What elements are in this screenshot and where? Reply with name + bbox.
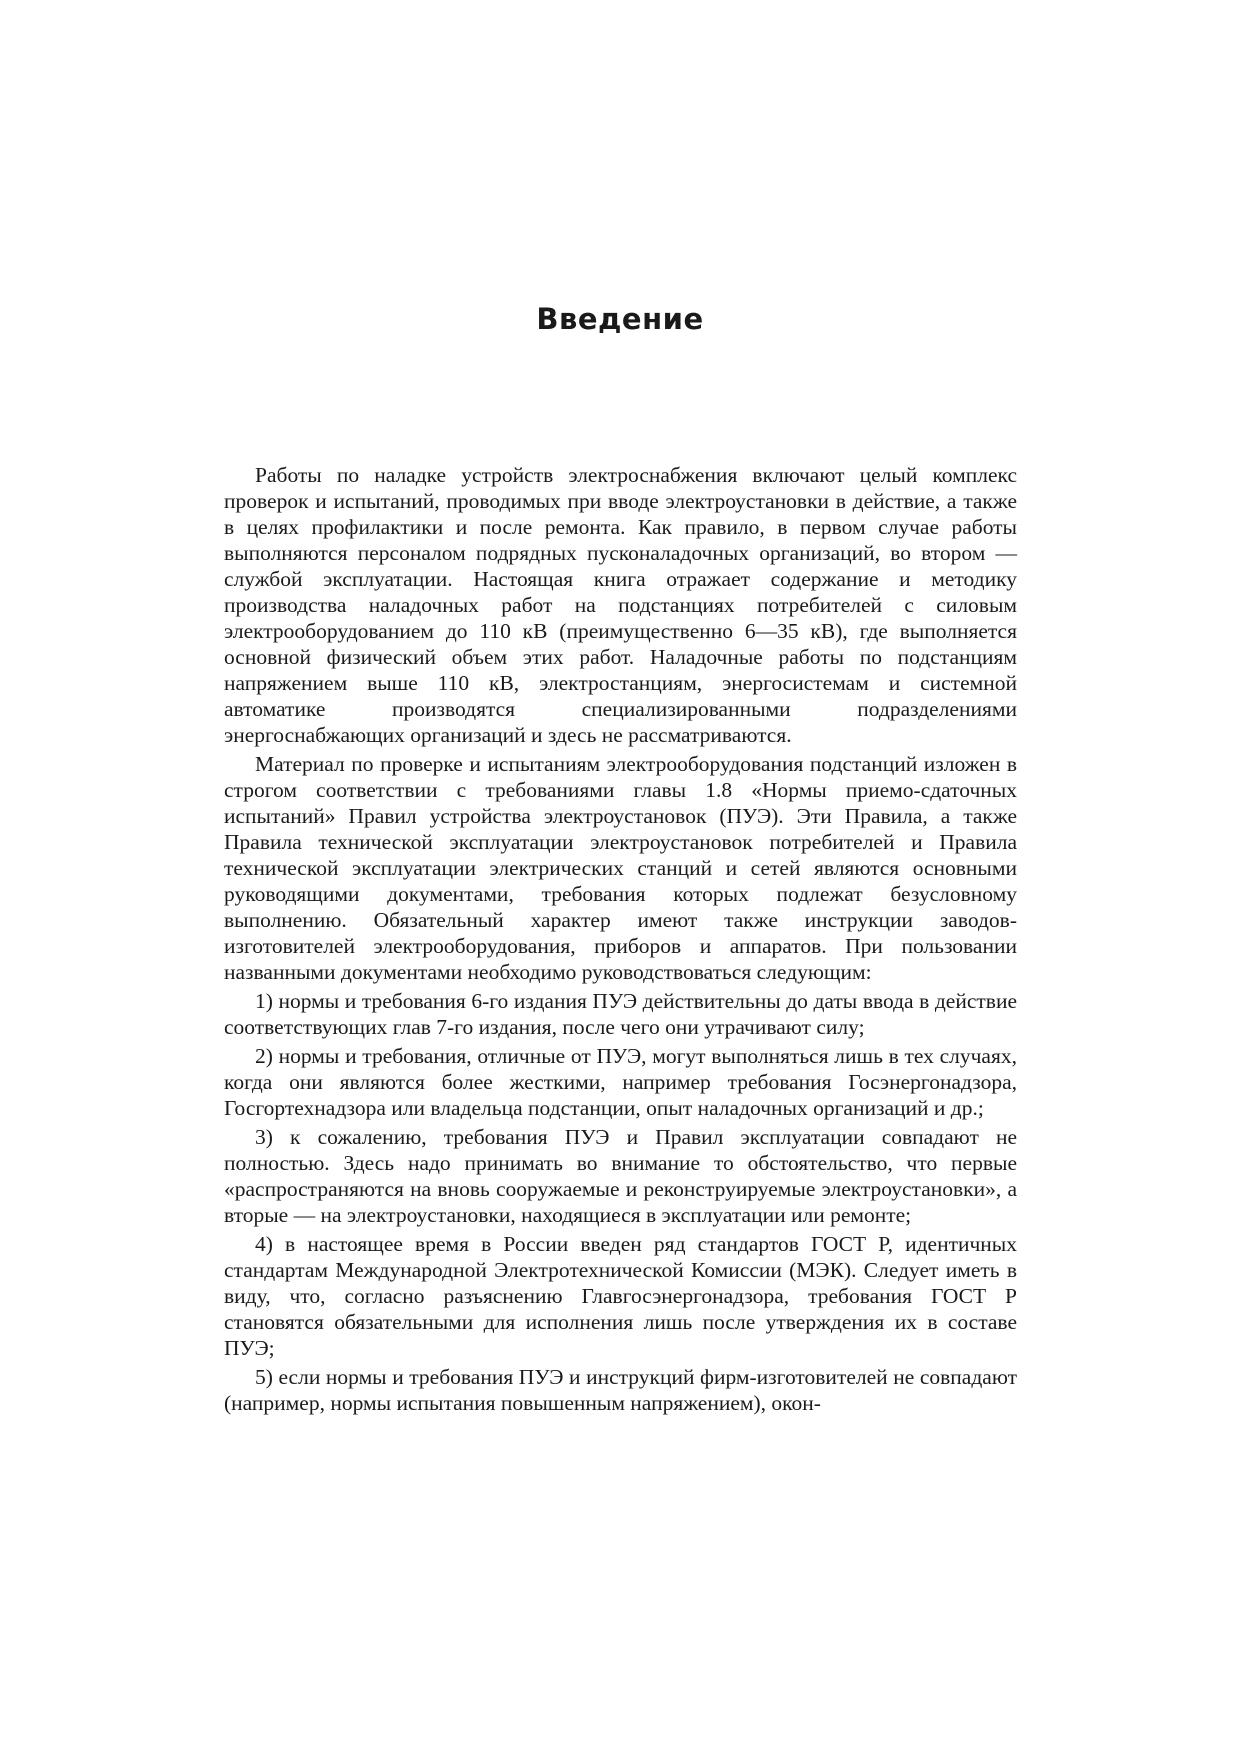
- list-item: 2) нормы и требования, отличные от ПУЭ, могут выполняться лишь в тех случаях, когда они являются более жесткими, например требования Госэнергонадзора, Госгортехнадзора или владельца подстанции, опыт наладочных организаций и др.;: [224, 1044, 1017, 1120]
- list-item: 4) в настоящее время в России введен ряд стандартов ГОСТ Р, идентичных стандартам Международной Электротехнической Комиссии (МЭК). Следует иметь в виду, что, согласно разъяснению Главгосэнергонадзора, требования ГОСТ Р становятся обязательными для исполнения лишь после утверждения их в составе ПУЭ;: [224, 1232, 1017, 1360]
- list-item: 3) к сожалению, требования ПУЭ и Правил эксплуатации совпадают не полностью. Здесь надо принимать во внимание то обстоятельство, что первые «распространяются на вновь сооружаемые и реконструируемые электроустановки», а вторые — на электроустановки, находящиеся в эксплуатации или ремонте;: [224, 1125, 1017, 1227]
- page-title: Введение: [536, 302, 704, 336]
- paragraph: Материал по проверке и испытаниям электрооборудования подстанций изложен в строгом соответствии с требованиями главы 1.8 «Нормы приемо-сдаточных испытаний» Правил устройства электроустановок (ПУЭ). Эти Правила, а также Правила технической эксплуатации электроустановок потребителей и Правила технической эксплуатации электрических станций и сетей являются основными руководящими документами, требования которых подлежат безусловному выполнению. Обязательный характер имеют также инструкции заводов-изготовителей электрооборудования, приборов и аппаратов. При пользовании названными документами необходимо руководствоваться следующим:: [224, 752, 1017, 984]
- paragraph: Работы по наладке устройств электроснабжения включают целый комплекс проверок и испытаний, проводимых при вводе электроустановки в действие, а также в целях профилактики и после ремонта. Как правило, в первом случае работы выполняются персоналом подрядных пусконаладочных организаций, во втором — службой эксплуатации. Настоящая книга отражает содержание и методику производства наладочных работ на подстанциях потребителей с силовым электрооборудованием до 110 кВ (преимущественно 6—35 кВ), где выполняется основной физический объем этих работ. Наладочные работы по подстанциям напряжением выше 110 кВ, электростанциям, энергосистемам и системной автоматике производятся специализированными подразделениями энергоснабжающих организаций и здесь не рассматриваются.: [224, 463, 1017, 747]
- body-text: [224, 462, 1017, 1419]
- list-item: 5) если нормы и требования ПУЭ и инструкций фирм-изготовителей не совпадают (например, нормы испытания повышенным напряжением), окон-: [224, 1365, 1017, 1415]
- list-item: 1) нормы и требования 6-го издания ПУЭ действительны до даты ввода в действие соответствующих глав 7-го издания, после чего они утрачивают силу;: [224, 989, 1017, 1039]
